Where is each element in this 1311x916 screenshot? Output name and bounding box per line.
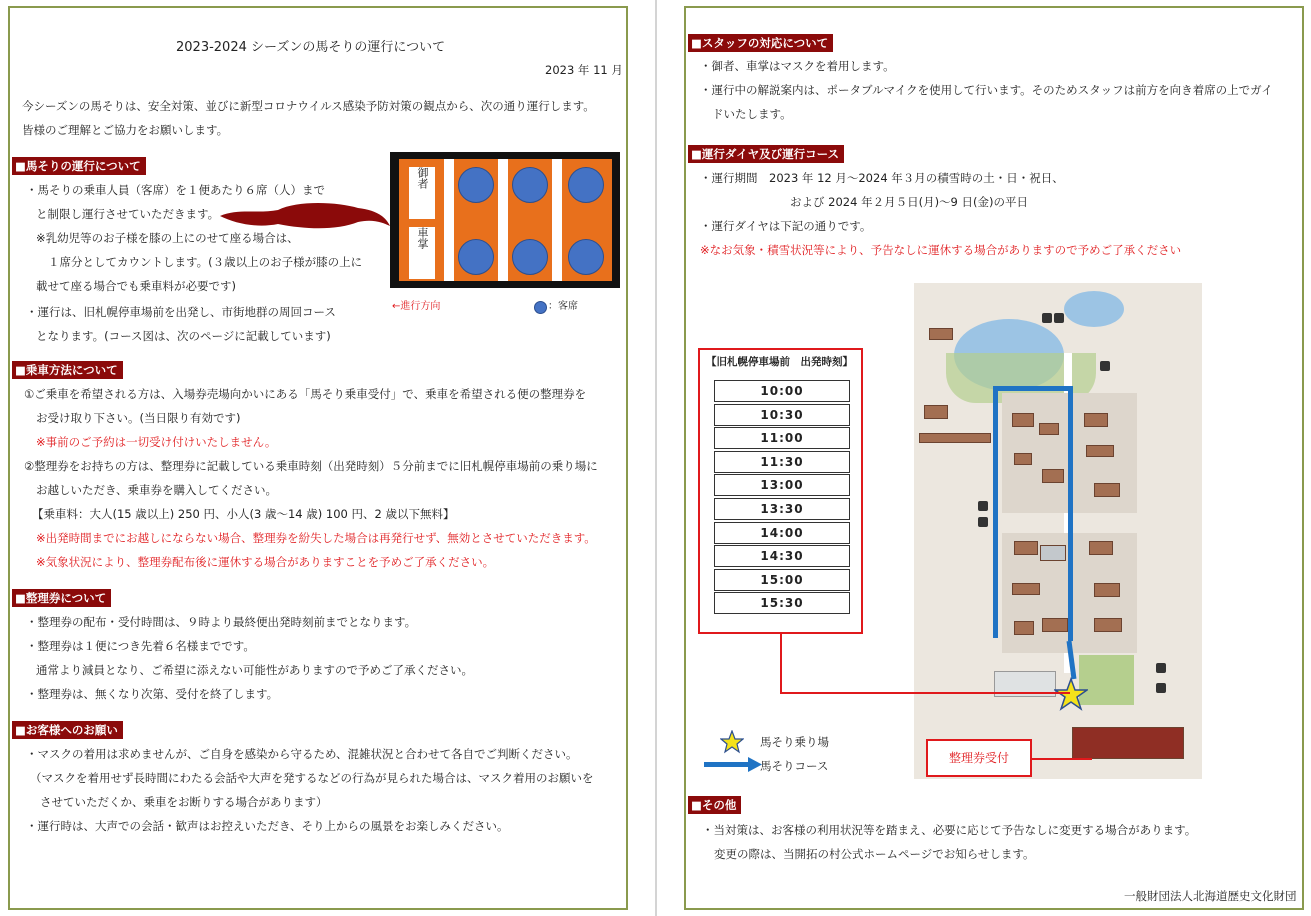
seat-column [454,159,498,281]
timetable-row: 10:00 [714,380,850,402]
body-text: ・運行は、旧札幌停車場前を出発し、市街地群の周回コース [26,305,336,319]
body-text: ②整理券をお持ちの方は、整理券に記載している乗車時刻（出発時刻）５分前までに旧札幌停車場前の乗り場に [24,459,598,473]
passenger-seat [568,239,604,275]
body-text: お越しいただき、乗車券を購入してください。 [36,483,278,497]
timetable-row: 11:00 [714,427,850,449]
sleigh-route [993,386,998,638]
body-text: ・運行ダイヤは下記の通りです。 [700,219,872,233]
section-header-request: ■お客様へのお願い [12,721,123,739]
body-text: ※乳幼児等のお子様を膝の上にのせて座る場合は、 [36,231,299,245]
crew-column [399,159,444,281]
timetable-row: 13:00 [714,474,850,496]
body-text: ①ご乗車を希望される方は、入場券売場向かいにある「馬そり乗車受付」で、乗車を希望される便の整理券を [24,387,587,401]
intro-text: 今シーズンの馬そりは、安全対策、並びに新型コロナウイルス感染予防対策の観点から、次の通り運行します。 [22,99,595,113]
seat-column [562,159,612,281]
warning-text: ※出発時間までにお越しにならない場合、整理券を紛失した場合は再発行せず、無効とさせていただきます。 [36,531,596,545]
body-text: ・整理券の配布・受付時間は、９時より最終便出発時刻前までとなります。 [26,615,417,629]
pond [1064,291,1124,327]
departure-timetable [698,348,863,634]
timetable-row: 13:30 [714,498,850,520]
body-text: （マスクを着用せず長時間にわたる会話や大声を発するなどの行為が見られた場合は、マスク着用のお願いを [30,771,594,785]
page-divider [655,0,657,916]
body-text: ドいたします。 [712,107,792,121]
publisher-footer: 一般財団法人北海道歴史文化財団 [1124,889,1297,903]
warning-text: ※気象状況により、整理券配布後に運休する場合がありますことを予めご了承ください。 [36,555,495,569]
passenger-seat [512,239,548,275]
page-right [684,6,1304,910]
section-header-boarding: ■乗車方法について [12,361,123,379]
passenger-seat [512,167,548,203]
timetable-row: 11:30 [714,451,850,473]
warning-text: ※事前のご予約は一切受け付けいたしません。 [36,435,277,449]
body-text: ・整理券は１便につき先着６名様までです。 [26,639,255,653]
conductor-label: 車掌 [409,227,435,279]
body-text: １席分としてカウントします。(３歳以上のお子様が膝の上に [48,255,363,269]
body-text: お受け取り下さい。(当日限り有効です) [36,411,241,425]
body-text: ・御者、車掌はマスクを着用します。 [700,59,895,73]
body-text: ・マスクの着用は求めませんが、ご自身を感染から守るため、混雑状況と合わせて各自でご判断ください。 [26,747,578,761]
timetable-row: 10:30 [714,404,850,426]
section-header-schedule: ■運行ダイヤ及び運行コース [688,145,844,163]
body-text: と制限し運行させていただきます。 [36,207,220,221]
seat-legend-label: ：客席 [548,301,578,312]
body-text: ・整理券は、無くなり次第、受付を終了します。 [26,687,279,701]
body-text: ・馬そりの乗車人員（客席）を１便あたり６席（人）まで [26,183,325,197]
passenger-seat [458,167,494,203]
body-text: 変更の際は、当開拓の村公式ホームページでお知らせします。 [714,847,1035,861]
body-text: ・当対策は、お客様の利用状況等を踏まえ、必要に応じて予告なしに変更する場合があります。 [702,823,1197,837]
timetable-row: 14:00 [714,522,850,544]
body-text: させていただくか、乗車をお断りする場合があります） [40,795,328,809]
route-legend-icon [704,756,764,772]
seat-column [508,159,552,281]
intro-text: 皆様のご理解とご協力をお願いします。 [22,123,229,137]
ticket-booth-label: 整理券受付 [926,739,1032,777]
body-text: 載せて座る場合でも乗車料が必要です) [36,279,236,293]
body-text: となります。(コース図は、次のページに記載しています) [36,329,331,343]
body-text: 通常より減員となり、ご希望に添えない可能性がありますので予めご了承ください。 [36,663,473,677]
page-left [8,6,628,910]
body-text: ・運行中の解説案内は、ポータブルマイクを使用して行います。そのためスタッフは前方を向き着席の上でガイ [700,83,1273,97]
star-legend-icon [720,730,744,754]
section-header-other: ■その他 [688,796,741,814]
passenger-seat [458,239,494,275]
body-text: ・運行期間 2023 年 12 月～2024 年３月の積雪時の土・日・祝日、 [700,171,1064,185]
visitor-center-building [1072,727,1184,759]
sleigh-route [993,386,1073,391]
legend-boarding-label: 馬そり乗り場 [760,735,829,749]
document-title: 2023-2024 シーズンの馬そりの運行について [176,40,446,55]
section-header-staff: ■スタッフの対応について [688,34,833,52]
legend-route-label: 馬そりコース [760,759,829,773]
document-date: 2023 年 11 月 [545,63,623,77]
fare-text: 【乗車料：大人(15 歳以上) 250 円、小人(3 歳～14 歳) 100 円、2 歳以下無料】 [32,507,455,521]
passenger-seat [568,167,604,203]
timetable-row: 15:00 [714,569,850,591]
direction-label: ←進行方向 [392,301,441,312]
sleigh-route [1068,386,1073,641]
driver-label: 御者 [409,167,435,219]
course-map [914,283,1202,779]
body-text: および 2024 年２月５日(月)～9 日(金)の平日 [790,195,1028,209]
section-header-ticket: ■整理券について [12,589,111,607]
sleigh-seat-diagram [390,152,620,288]
section-header-operation: ■馬そりの運行について [12,157,146,175]
timetable-title: 【旧札幌停車場前 出発時刻】 [706,356,853,368]
timetable-row: 15:30 [714,592,850,614]
timetable-row: 14:30 [714,545,850,567]
seat-legend-icon [534,301,547,314]
boarding-point-star [1054,677,1088,711]
body-text: ・運行時は、大声での会話・歓声はお控えいただき、そり上からの風景をお楽しみください。 [26,819,509,833]
redaction-mark [218,198,394,234]
warning-text: ※なお気象・積雪状況等により、予告なしに運休する場合がありますので予めご了承ください [700,243,1182,257]
